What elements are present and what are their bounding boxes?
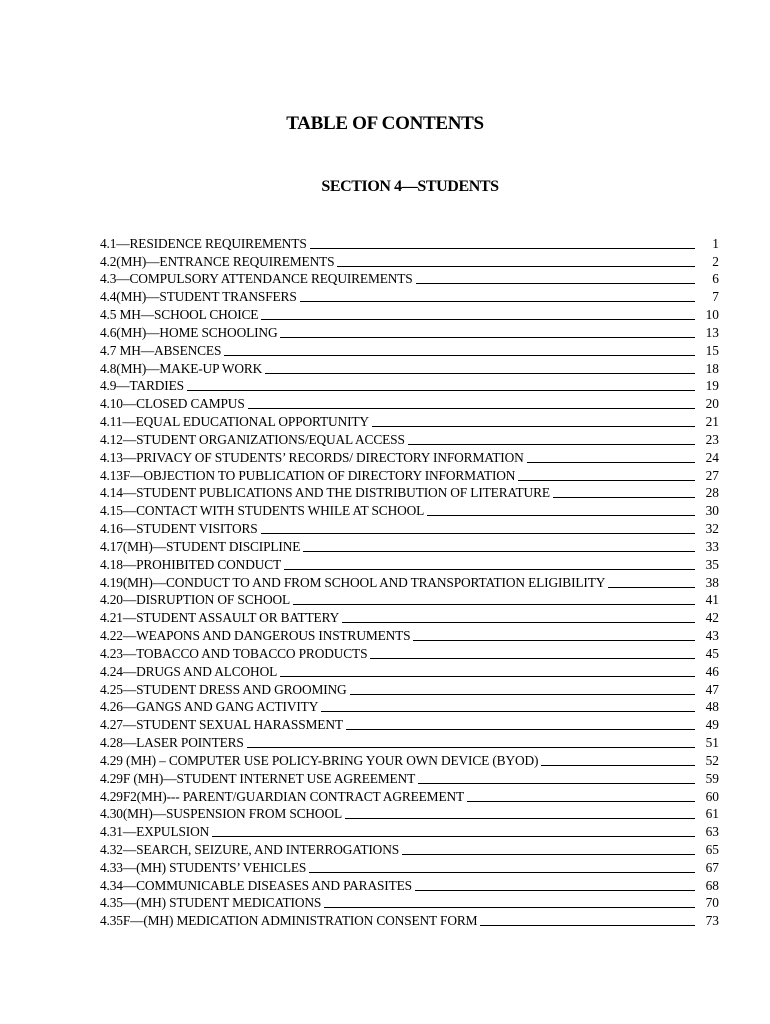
toc-entry-page-number: 63 xyxy=(705,824,719,840)
toc-entry-title: 4.17(MH)—STUDENT DISCIPLINE xyxy=(100,538,301,554)
toc-entry-page-number: 51 xyxy=(705,735,719,751)
toc-entry-title: 4.26—GANGS AND GANG ACTIVITY xyxy=(100,699,319,715)
toc-entry[interactable] xyxy=(100,483,719,501)
toc-entry[interactable] xyxy=(100,910,719,928)
toc-entry-title: 4.9—TARDIES xyxy=(100,378,184,394)
toc-entry-title: 4.19(MH)—CONDUCT TO AND FROM SCHOOL AND TRANSPORTATION ELIGIBILITY xyxy=(100,574,606,590)
toc-entry-title: 4.29F2(MH)--- PARENT/GUARDIAN CONTRACT AGREEMENT xyxy=(100,788,465,804)
toc-entry-page-number: 19 xyxy=(705,378,719,394)
toc-leader-line xyxy=(324,907,695,908)
toc-entry-title: 4.30(MH)—SUSPENSION FROM SCHOOL xyxy=(100,806,342,822)
toc-entry-page-number: 6 xyxy=(712,271,719,287)
toc-leader-line xyxy=(280,676,695,677)
toc-entry[interactable] xyxy=(100,286,719,304)
toc-entry-page-number: 47 xyxy=(705,681,719,697)
toc-entry-page-number: 65 xyxy=(705,841,719,857)
toc-entry[interactable] xyxy=(100,804,719,822)
toc-leader-line xyxy=(265,373,695,374)
toc-entry-page-number: 2 xyxy=(712,253,719,269)
toc-entry[interactable] xyxy=(100,750,719,768)
toc-entry-page-number: 13 xyxy=(705,324,719,340)
toc-entry-page-number: 35 xyxy=(705,556,719,572)
toc-entry[interactable] xyxy=(100,839,719,857)
toc-entry-page-number: 59 xyxy=(705,770,719,786)
toc-leader-line xyxy=(480,925,695,926)
toc-entry[interactable] xyxy=(100,893,719,911)
toc-entry-page-number: 52 xyxy=(705,752,719,768)
toc-entry-title: 4.2(MH)—ENTRANCE REQUIREMENTS xyxy=(100,253,335,269)
toc-leader-line xyxy=(293,604,695,605)
toc-leader-line xyxy=(345,818,695,819)
toc-entry[interactable] xyxy=(100,376,719,394)
toc-leader-line xyxy=(527,462,695,463)
toc-entry-title: 4.35—(MH) STUDENT MEDICATIONS xyxy=(100,895,322,911)
toc-entry-page-number: 20 xyxy=(705,396,719,412)
toc-entry-title: 4.33—(MH) STUDENTS’ VEHICLES xyxy=(100,859,307,875)
toc-entry-page-number: 28 xyxy=(705,485,719,501)
toc-entry[interactable] xyxy=(100,732,719,750)
toc-entry-title: 4.27—STUDENT SEXUAL HARASSMENT xyxy=(100,717,343,733)
toc-entry-page-number: 33 xyxy=(705,538,719,554)
toc-leader-line xyxy=(553,497,695,498)
toc-entry-page-number: 46 xyxy=(705,663,719,679)
toc-entry[interactable] xyxy=(100,554,719,572)
toc-entry-page-number: 32 xyxy=(705,521,719,537)
toc-entry-page-number: 27 xyxy=(705,467,719,483)
toc-entry-title: 4.4(MH)—STUDENT TRANSFERS xyxy=(100,289,297,305)
toc-entry-page-number: 73 xyxy=(705,913,719,929)
toc-entry-page-number: 61 xyxy=(705,806,719,822)
toc-entry-title: 4.28—LASER POINTERS xyxy=(100,735,244,751)
toc-entry-page-number: 68 xyxy=(705,877,719,893)
toc-leader-line xyxy=(337,266,695,267)
toc-leader-line xyxy=(261,319,695,320)
toc-leader-line xyxy=(300,301,695,302)
toc-entry[interactable] xyxy=(100,358,719,376)
toc-entry-page-number: 1 xyxy=(712,235,719,251)
toc-leader-line xyxy=(350,694,695,695)
toc-leader-line xyxy=(224,355,695,356)
toc-entry-title: 4.6(MH)—HOME SCHOOLING xyxy=(100,324,278,340)
toc-entry[interactable] xyxy=(100,857,719,875)
toc-entry-page-number: 70 xyxy=(705,895,719,911)
toc-entry-title: 4.18—PROHIBITED CONDUCT xyxy=(100,556,282,572)
toc-entry[interactable] xyxy=(100,447,719,465)
toc-entry[interactable] xyxy=(100,411,719,429)
toc-entry-title: 4.12—STUDENT ORGANIZATIONS/EQUAL ACCESS xyxy=(100,431,405,447)
toc-leader-line xyxy=(413,640,695,641)
page-title: TABLE OF CONTENTS xyxy=(286,113,484,134)
toc-entry-page-number: 41 xyxy=(705,592,719,608)
toc-entry-title: 4.13—PRIVACY OF STUDENTS’ RECORDS/ DIRECTORY INFORMATION xyxy=(100,449,524,465)
toc-entry-page-number: 45 xyxy=(705,645,719,661)
toc-leader-line xyxy=(346,729,695,730)
toc-leader-line xyxy=(402,854,695,855)
toc-entry[interactable] xyxy=(100,875,719,893)
toc-entry-title: 4.32—SEARCH, SEIZURE, AND INTERROGATIONS xyxy=(100,841,400,857)
toc-entry-page-number: 60 xyxy=(705,788,719,804)
toc-entry-title: 4.35F—(MH) MEDICATION ADMINISTRATION CONSENT FORM xyxy=(100,913,478,929)
toc-leader-line xyxy=(261,533,695,534)
toc-entry-title: 4.24—DRUGS AND ALCOHOL xyxy=(100,663,278,679)
toc-leader-line xyxy=(303,551,695,552)
toc-entry-title: 4.15—CONTACT WITH STUDENTS WHILE AT SCHOOL xyxy=(100,503,425,519)
toc-entry-page-number: 43 xyxy=(705,628,719,644)
toc-entry[interactable] xyxy=(100,340,719,358)
toc-entry-title: 4.14—STUDENT PUBLICATIONS AND THE DISTRIBUTION OF LITERATURE xyxy=(100,485,550,501)
toc-leader-line xyxy=(541,765,695,766)
toc-entry-page-number: 48 xyxy=(705,699,719,715)
toc-entry-page-number: 18 xyxy=(705,360,719,376)
toc-entry-title: 4.29 (MH) – COMPUTER USE POLICY-BRING YOUR OWN DEVICE (BYOD) xyxy=(100,752,539,768)
section-heading: SECTION 4—STUDENTS xyxy=(321,178,499,195)
toc-entry-title: 4.23—TOBACCO AND TOBACCO PRODUCTS xyxy=(100,645,368,661)
toc-entry-title: 4.22—WEAPONS AND DANGEROUS INSTRUMENTS xyxy=(100,628,411,644)
toc-entry[interactable] xyxy=(100,679,719,697)
toc-entry-page-number: 15 xyxy=(705,342,719,358)
toc-entry-title: 4.29F (MH)—STUDENT INTERNET USE AGREEMENT xyxy=(100,770,416,786)
toc-leader-line xyxy=(310,248,695,249)
toc-entry[interactable] xyxy=(100,233,719,251)
toc-entry[interactable] xyxy=(100,500,719,518)
toc-entry[interactable] xyxy=(100,714,719,732)
toc-leader-line xyxy=(408,444,695,445)
toc-entry[interactable] xyxy=(100,536,719,554)
toc-leader-line xyxy=(280,337,695,338)
toc-entry-title: 4.21—STUDENT ASSAULT OR BATTERY xyxy=(100,610,340,626)
toc-entry-page-number: 23 xyxy=(705,431,719,447)
toc-entry-title: 4.10—CLOSED CAMPUS xyxy=(100,396,245,412)
toc-entry-title: 4.11—EQUAL EDUCATIONAL OPPORTUNITY xyxy=(100,414,369,430)
toc-leader-line xyxy=(518,480,695,481)
toc-entry[interactable] xyxy=(100,251,719,269)
toc-entry-page-number: 42 xyxy=(705,610,719,626)
toc-entry[interactable] xyxy=(100,697,719,715)
toc-leader-line xyxy=(372,426,695,427)
toc-entry-title: 4.25—STUDENT DRESS AND GROOMING xyxy=(100,681,347,697)
toc-leader-line xyxy=(309,872,695,873)
toc-entry[interactable] xyxy=(100,661,719,679)
toc-leader-line xyxy=(416,283,695,284)
toc-entry[interactable] xyxy=(100,821,719,839)
toc-entry[interactable] xyxy=(100,786,719,804)
toc-entry[interactable] xyxy=(100,269,719,287)
toc-entry-title: 4.13F—OBJECTION TO PUBLICATION OF DIRECTORY INFORMATION xyxy=(100,467,516,483)
toc-leader-line xyxy=(284,569,695,570)
toc-entry-page-number: 49 xyxy=(705,717,719,733)
toc-entry-title: 4.31—EXPULSION xyxy=(100,824,210,840)
toc-entry-page-number: 67 xyxy=(705,859,719,875)
toc-leader-line xyxy=(608,587,695,588)
toc-leader-line xyxy=(248,408,695,409)
toc-leader-line xyxy=(247,747,695,748)
toc-entry-page-number: 21 xyxy=(705,414,719,430)
toc-entry-title: 4.20—DISRUPTION OF SCHOOL xyxy=(100,592,291,608)
toc-entry-title: 4.3—COMPULSORY ATTENDANCE REQUIREMENTS xyxy=(100,271,413,287)
toc-entry-page-number: 30 xyxy=(705,503,719,519)
toc-leader-line xyxy=(342,622,695,623)
toc-leader-line xyxy=(427,515,695,516)
toc-entry[interactable] xyxy=(100,465,719,483)
toc-entry[interactable] xyxy=(100,322,719,340)
toc-entry-page-number: 7 xyxy=(712,289,719,305)
toc-entry-title: 4.8(MH)—MAKE-UP WORK xyxy=(100,360,263,376)
toc-entry-title: 4.7 MH—ABSENCES xyxy=(100,342,222,358)
toc-entry[interactable] xyxy=(100,304,719,322)
toc-entry[interactable] xyxy=(100,590,719,608)
toc-entry[interactable] xyxy=(100,768,719,786)
toc-leader-line xyxy=(418,783,695,784)
table-of-contents xyxy=(100,233,719,928)
toc-entry-page-number: 24 xyxy=(705,449,719,465)
toc-entry-title: 4.34—COMMUNICABLE DISEASES AND PARASITES xyxy=(100,877,412,893)
toc-leader-line xyxy=(212,836,695,837)
toc-leader-line xyxy=(467,801,695,802)
toc-entry[interactable] xyxy=(100,429,719,447)
toc-leader-line xyxy=(187,390,695,391)
toc-entry-title: 4.1—RESIDENCE REQUIREMENTS xyxy=(100,235,307,251)
toc-entry[interactable] xyxy=(100,572,719,590)
toc-entry-page-number: 10 xyxy=(705,307,719,323)
toc-leader-line xyxy=(321,711,695,712)
toc-entry[interactable] xyxy=(100,518,719,536)
toc-leader-line xyxy=(370,658,695,659)
toc-entry[interactable] xyxy=(100,393,719,411)
toc-entry-title: 4.16—STUDENT VISITORS xyxy=(100,521,258,537)
toc-entry[interactable] xyxy=(100,643,719,661)
toc-entry[interactable] xyxy=(100,607,719,625)
toc-entry-title: 4.5 MH—SCHOOL CHOICE xyxy=(100,307,259,323)
toc-entry[interactable] xyxy=(100,625,719,643)
toc-entry-page-number: 38 xyxy=(705,574,719,590)
toc-leader-line xyxy=(415,890,695,891)
